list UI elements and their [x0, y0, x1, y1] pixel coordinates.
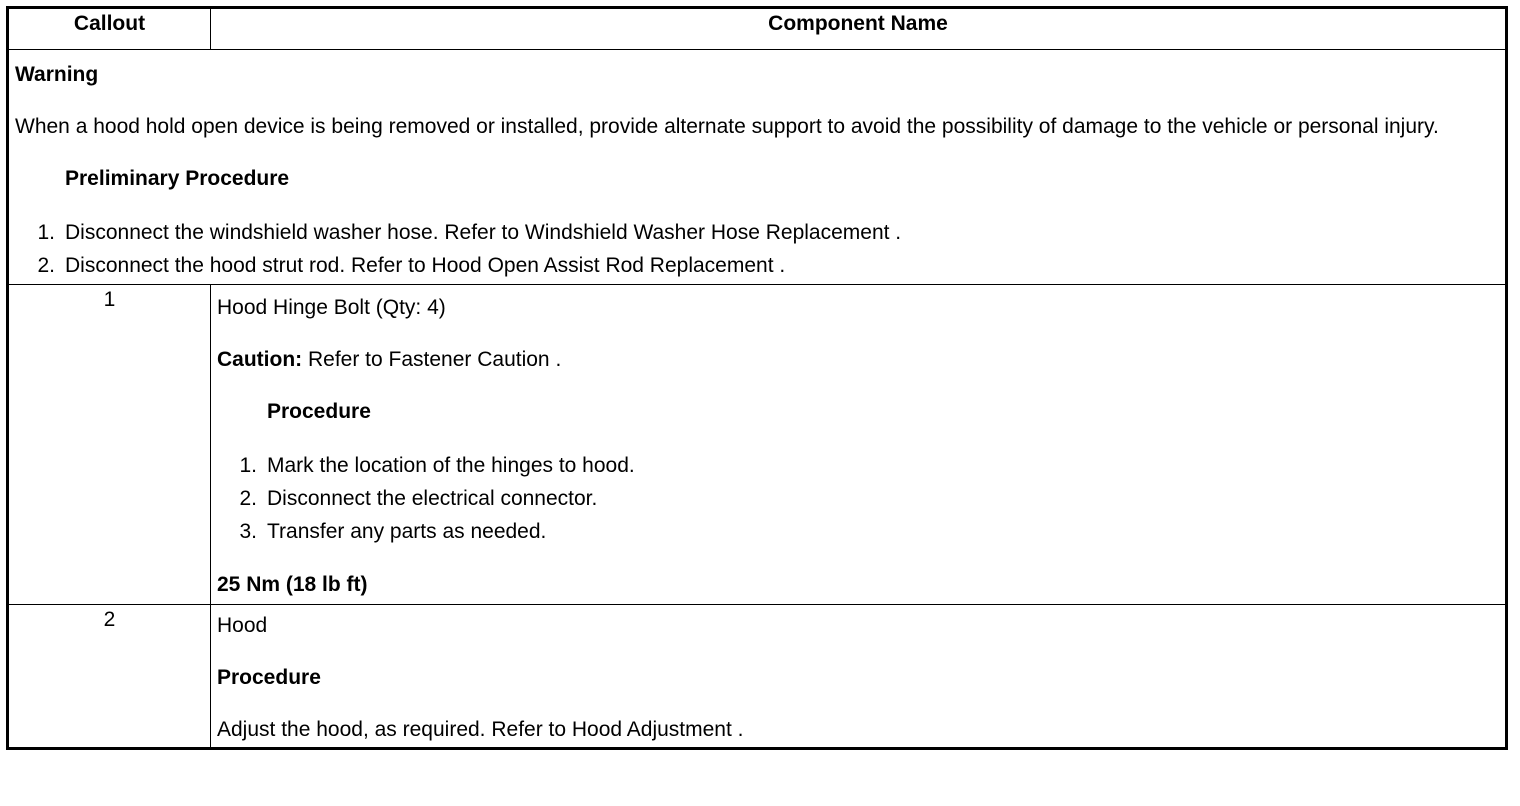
preliminary-procedure-title: Preliminary Procedure — [65, 167, 290, 190]
warning-row — [8, 50, 1507, 285]
list-item: Transfer any parts as needed. — [267, 520, 547, 543]
table-row — [8, 605, 1507, 749]
table-header-row — [8, 8, 1507, 50]
procedure-steps — [217, 449, 1499, 548]
caution-text: Refer to Fastener Caution . — [302, 348, 562, 371]
header-callout: Callout — [8, 8, 211, 50]
torque-spec: 25 Nm (18 lb ft) — [217, 573, 368, 596]
callout-1: 1 — [8, 285, 211, 605]
list-item: Disconnect the hood strut rod. Refer to Hood Open Assist Rod Replacement . — [65, 254, 786, 277]
list-item: Disconnect the windshield washer hose. Refer to Windshield Washer Hose Replacement . — [65, 221, 902, 244]
caution-label: Caution: — [217, 348, 303, 371]
header-component-name: Component Name — [211, 8, 1507, 50]
list-item: Disconnect the electrical connector. — [267, 487, 598, 510]
procedure-title: Procedure — [267, 400, 371, 423]
component-cell-1 — [211, 285, 1507, 605]
warning-cell — [8, 50, 1507, 285]
procedure-title: Procedure — [217, 666, 321, 689]
table-row — [8, 285, 1507, 605]
procedure-instruction: Adjust the hood, as required. Refer to Hood Adjustment . — [217, 718, 744, 741]
warning-text: When a hood hold open device is being removed or installed, provide alternate support to avoid the possibility of damage to the vehicle or personal injury. — [15, 115, 1439, 138]
list-item: Mark the location of the hinges to hood. — [267, 454, 635, 477]
component-name: Hood Hinge Bolt (Qty: 4) — [217, 296, 446, 319]
warning-title: Warning — [15, 63, 99, 86]
caution-line — [217, 345, 1499, 375]
preliminary-steps — [15, 216, 1499, 282]
component-table — [6, 6, 1508, 750]
component-name: Hood — [217, 614, 268, 637]
component-cell-2 — [211, 605, 1507, 749]
callout-2: 2 — [8, 605, 211, 749]
